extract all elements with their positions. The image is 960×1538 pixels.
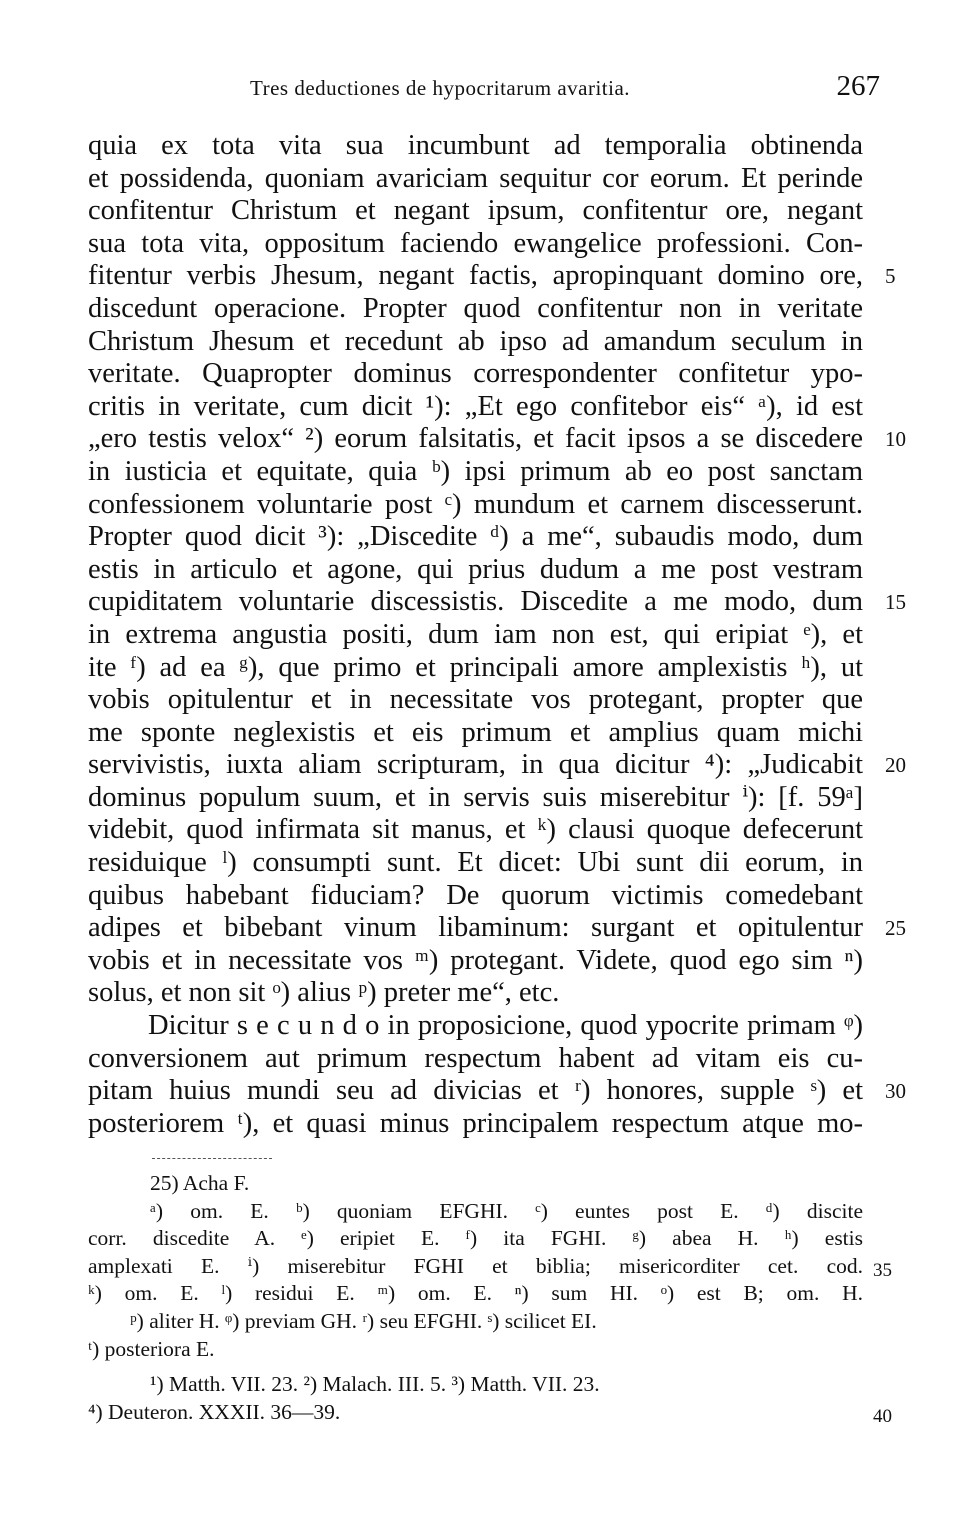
text-line: Dicitur s e c u n d o in proposicione, quod ypocrite primam ᵠ) [148, 1010, 863, 1042]
text-line: ite ᶠ) ad ea ᵍ), que primo et principali amore amplexistis ʰ), ut [88, 651, 863, 683]
text-line: confitentur Christum et negant ipsum, confitentur ore, negant [88, 195, 863, 227]
text-line: dominus populum suum, et in servis suis miserebitur ⁱ): [f. 59ᵃ] [88, 781, 863, 813]
text-line: Propter quod dicit ³): „Discedite ᵈ) a me“, subaudis modo, dum [88, 521, 863, 553]
text-line: pitam huius mundi seu ad divicias et ʳ) honores, supple ˢ) et 30 [88, 1075, 906, 1107]
text-line: videbit, quod infirmata sit manus, et ᵏ) clausi quoque defecerunt [88, 814, 863, 846]
text-line: critis in veritate, cum dicit ¹): „Et ego confitebor eis“ ᵃ), id est [88, 390, 863, 422]
text-line: posteriorem ᵗ), et quasi minus principalem respectum atque mo- [88, 1107, 863, 1139]
page-header [90, 70, 880, 110]
line-number: 40 [873, 1405, 892, 1427]
footnote-line: ⁴) Deuteron. XXXII. 36—39. 40 [88, 1399, 863, 1427]
line-number: 10 [885, 427, 906, 452]
line-number: 20 [885, 753, 906, 778]
body-text [88, 130, 906, 1140]
text-line: sua tota vita, oppositum faciendo ewangelice professioni. Con- [88, 227, 863, 259]
footnotes [88, 1170, 892, 1427]
line-number: 15 [885, 590, 906, 615]
text-line: Christum Jhesum et recedunt ab ipso ad amandum seculum in [88, 325, 863, 357]
footnote-line: corr. discedite A. ᵉ) eripiet E. ᶠ) ita FGHI. ᵍ) abea H. ʰ) estis [88, 1226, 863, 1251]
footnote-line: amplexati E. ⁱ) miserebitur FGHI et biblia; misericorditer cet. cod. 35 [88, 1253, 863, 1281]
text-line: et possidenda, quoniam avariciam sequitur cor eorum. Et perinde [88, 162, 863, 194]
running-title: Tres deductiones de hypocritarum avaritia. [250, 76, 631, 100]
footnote-line: ᵖ) aliter H. ᵠ) previam GH. ʳ) seu EFGHI. ˢ) scilicet EI. [130, 1308, 597, 1333]
line-number: 35 [873, 1259, 892, 1281]
text-line: cupiditatem voluntarie discessistis. Discedite a me modo, dum 15 [88, 586, 906, 618]
text-line: in extrema angustia positi, dum iam non est, qui eripiat ᵉ), et [88, 618, 863, 650]
footnote-line: ¹) Matth. VII. 23. ²) Malach. III. 5. ³) Matth. VII. 23. [150, 1372, 600, 1397]
text-line: quibus habebant fiduciam? De quorum victimis comedebant [88, 879, 863, 911]
footnote-line: ᵏ) om. E. ˡ) residui E. ᵐ) om. E. ⁿ) sum HI. ᵒ) est B; om. H. [88, 1281, 863, 1306]
text-line: vobis opitulentur et in necessitate vos protegant, propter que [88, 684, 863, 716]
text-line: fitentur verbis Jhesum, negant factis, apropinquant domino ore, 5 [88, 260, 896, 292]
footnote-line: ᵗ) posteriora E. [88, 1336, 215, 1361]
footnote-line: 25) Acha F. [150, 1171, 250, 1195]
text-line: discedunt operacione. Propter quod confitentur non in veritate [88, 292, 863, 324]
footnote-separator [152, 1158, 272, 1159]
line-number: 25 [885, 916, 906, 941]
text-line: veritate. Quapropter dominus correspondenter confitetur ypo- [88, 358, 863, 390]
line-number: 5 [885, 264, 896, 289]
text-line: „ero testis velox“ ²) eorum falsitatis, et facit ipsos a se discedere 10 [88, 423, 906, 455]
footnote-line: ᵃ) om. E. ᵇ) quoniam EFGHI. ᶜ) euntes post E. ᵈ) discite [150, 1198, 863, 1223]
text-line: estis in articulo et agone, qui prius dudum a me post vestram [88, 553, 863, 585]
text-line: residuique ˡ) consumpti sunt. Et dicet: Ubi sunt dii eorum, in [88, 847, 863, 879]
text-line: conversionem aut primum respectum habent ad vitam eis cu- [88, 1042, 863, 1074]
text-line: confessionem voluntarie post ᶜ) mundum et carnem discesserunt. [88, 488, 863, 520]
text-line: solus, et non sit ᵒ) alius ᵖ) preter me“, etc. [88, 977, 560, 1009]
text-line: me sponte neglexistis et eis primum et amplius quam michi [88, 716, 863, 748]
line-number: 30 [885, 1079, 906, 1104]
text-line: adipes et bibebant vinum libaminum: surgant et opitulentur 25 [88, 912, 906, 944]
text-line: quia ex tota vita sua incumbunt ad temporalia obtinenda [88, 130, 863, 161]
text-line: servivistis, iuxta aliam scripturam, in qua dicitur ⁴): „Judicabit 20 [88, 749, 906, 781]
text-line: vobis et in necessitate vos ᵐ) protegant. Videte, quod ego sim ⁿ) [88, 944, 863, 976]
page-number: 267 [836, 70, 880, 102]
text-line: in iusticia et equitate, quia ᵇ) ipsi primum ab eo post sanctam [88, 455, 863, 487]
